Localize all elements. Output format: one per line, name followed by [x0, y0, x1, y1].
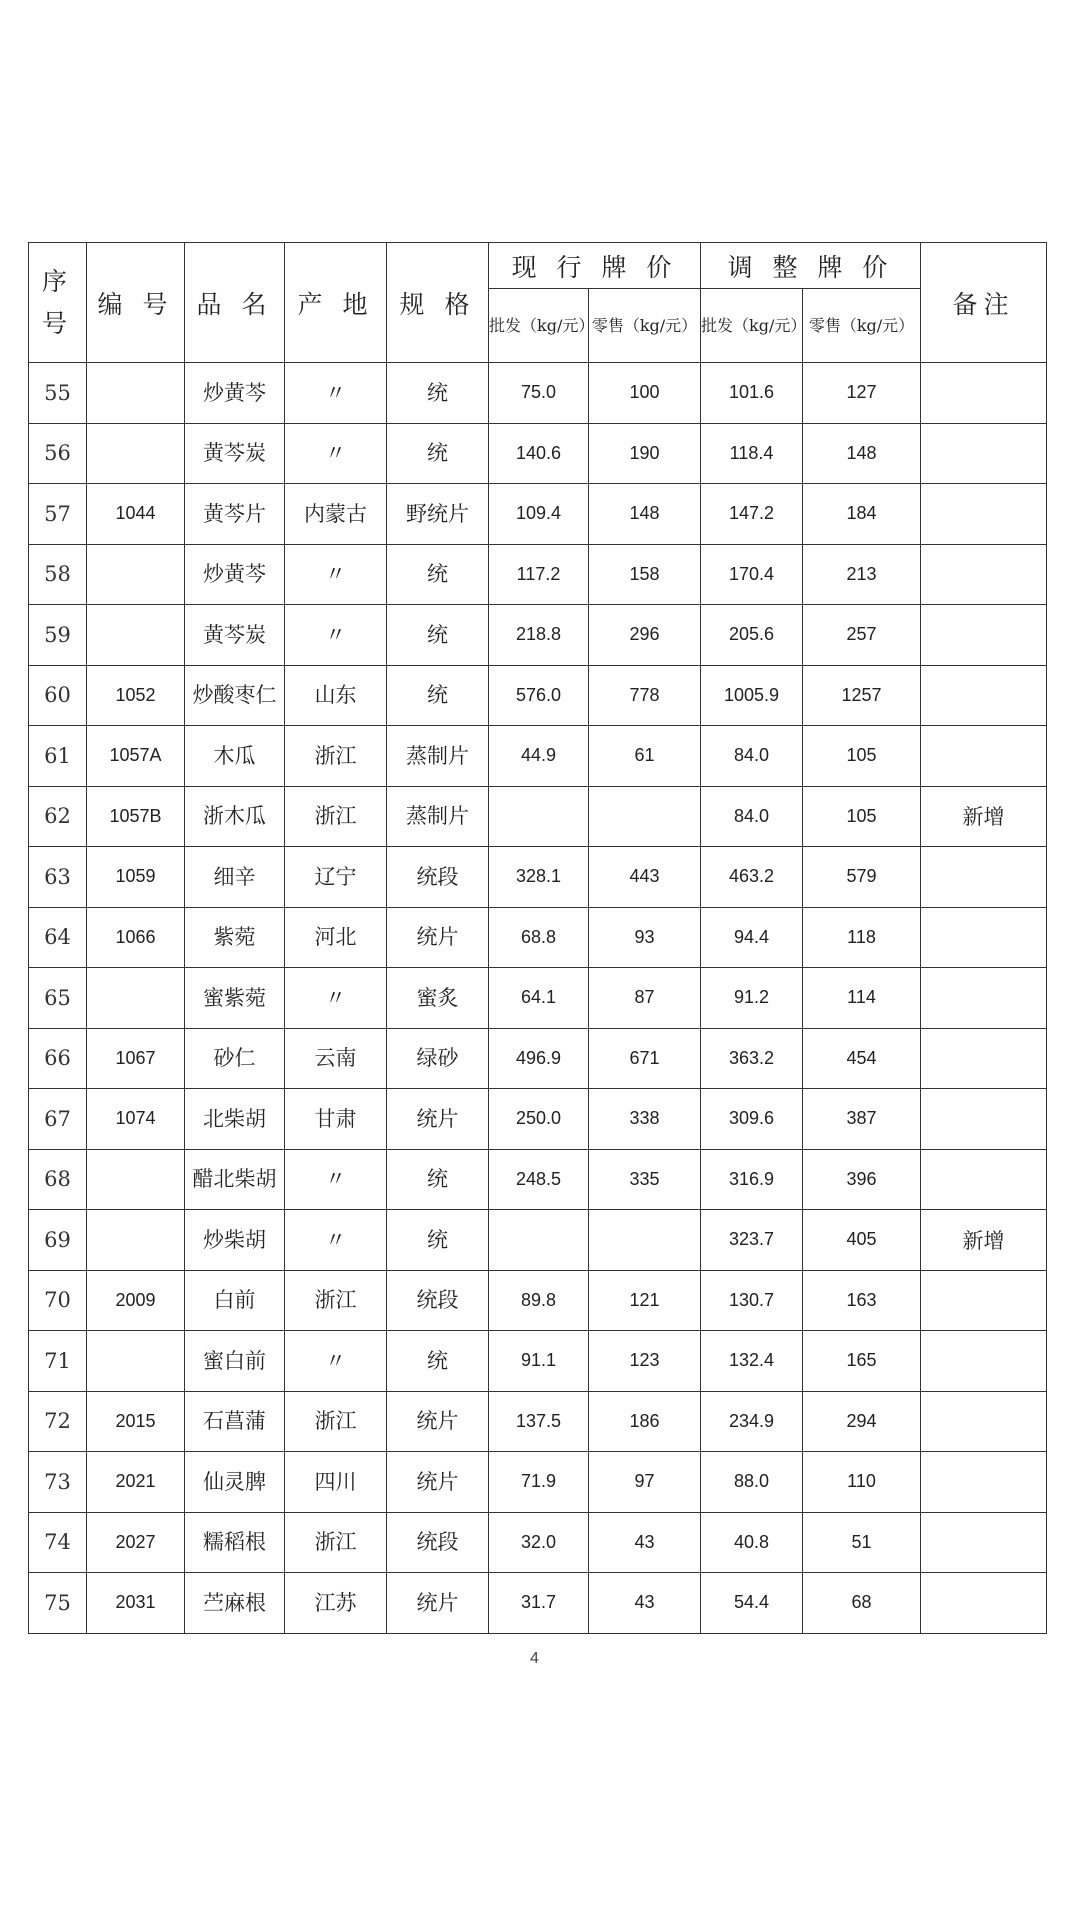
- cell-code: 1052: [87, 665, 185, 726]
- cell-note: [921, 847, 1047, 908]
- cell-origin: 〃: [285, 1149, 387, 1210]
- cell-note: [921, 1149, 1047, 1210]
- header-seq-top: 序: [41, 266, 73, 296]
- cell-current-wholesale: 75.0: [489, 363, 589, 424]
- cell-origin: 甘肃: [285, 1089, 387, 1150]
- cell-spec: 统片: [387, 1089, 489, 1150]
- cell-seq: 60: [29, 665, 87, 726]
- cell-seq: 75: [29, 1573, 87, 1634]
- cell-note: [921, 363, 1047, 424]
- cell-note: [921, 484, 1047, 545]
- cell-seq: 69: [29, 1210, 87, 1271]
- cell-origin: 云南: [285, 1028, 387, 1089]
- cell-seq: 55: [29, 363, 87, 424]
- cell-spec: 统: [387, 1210, 489, 1271]
- cell-origin: 〃: [285, 363, 387, 424]
- cell-adjusted-retail: 257: [803, 605, 921, 666]
- cell-origin: 〃: [285, 605, 387, 666]
- cell-name: 炒酸枣仁: [185, 665, 285, 726]
- cell-name: 浙木瓜: [185, 786, 285, 847]
- cell-seq: 67: [29, 1089, 87, 1150]
- cell-adjusted-wholesale: 91.2: [701, 968, 803, 1029]
- cell-name: 炒黄芩: [185, 544, 285, 605]
- cell-note: [921, 726, 1047, 787]
- cell-current-wholesale: 91.1: [489, 1331, 589, 1392]
- cell-note: [921, 907, 1047, 968]
- cell-seq: 68: [29, 1149, 87, 1210]
- cell-code: 2027: [87, 1512, 185, 1573]
- cell-note: [921, 1512, 1047, 1573]
- cell-current-wholesale: 248.5: [489, 1149, 589, 1210]
- cell-current-wholesale: 250.0: [489, 1089, 589, 1150]
- cell-current-retail: 93: [589, 907, 701, 968]
- cell-note: [921, 1573, 1047, 1634]
- cell-seq: 74: [29, 1512, 87, 1573]
- price-table: [28, 242, 1047, 1634]
- cell-adjusted-retail: 405: [803, 1210, 921, 1271]
- cell-seq: 64: [29, 907, 87, 968]
- header-origin: 产 地: [285, 243, 387, 363]
- cell-name: 仙灵脾: [185, 1452, 285, 1513]
- cell-origin: 浙江: [285, 1270, 387, 1331]
- cell-name: 北柴胡: [185, 1089, 285, 1150]
- cell-spec: 统片: [387, 1391, 489, 1452]
- cell-origin: 浙江: [285, 1512, 387, 1573]
- cell-code: 1057B: [87, 786, 185, 847]
- table-row: [29, 786, 1047, 847]
- cell-name: 蜜白前: [185, 1331, 285, 1392]
- table-row: [29, 605, 1047, 666]
- cell-name: 白前: [185, 1270, 285, 1331]
- cell-name: 紫菀: [185, 907, 285, 968]
- cell-adjusted-wholesale: 54.4: [701, 1573, 803, 1634]
- cell-origin: 浙江: [285, 1391, 387, 1452]
- cell-seq: 66: [29, 1028, 87, 1089]
- cell-name: 细辛: [185, 847, 285, 908]
- cell-note: [921, 1452, 1047, 1513]
- cell-adjusted-retail: 105: [803, 786, 921, 847]
- cell-origin: 河北: [285, 907, 387, 968]
- cell-code: [87, 544, 185, 605]
- table-row: [29, 1391, 1047, 1452]
- cell-current-retail: 778: [589, 665, 701, 726]
- cell-code: 1074: [87, 1089, 185, 1150]
- cell-current-wholesale: 496.9: [489, 1028, 589, 1089]
- cell-spec: 统片: [387, 907, 489, 968]
- cell-current-wholesale: 109.4: [489, 484, 589, 545]
- cell-name: 黄芩炭: [185, 423, 285, 484]
- cell-name: 醋北柴胡: [185, 1149, 285, 1210]
- cell-current-wholesale: 218.8: [489, 605, 589, 666]
- cell-origin: 内蒙古: [285, 484, 387, 545]
- cell-adjusted-wholesale: 94.4: [701, 907, 803, 968]
- cell-current-wholesale: [489, 1210, 589, 1271]
- table-row: [29, 1089, 1047, 1150]
- cell-name: 蜜紫菀: [185, 968, 285, 1029]
- cell-adjusted-retail: 127: [803, 363, 921, 424]
- table-row: [29, 1028, 1047, 1089]
- cell-current-retail: 338: [589, 1089, 701, 1150]
- cell-origin: 浙江: [285, 786, 387, 847]
- cell-adjusted-wholesale: 88.0: [701, 1452, 803, 1513]
- cell-origin: 〃: [285, 1331, 387, 1392]
- header-code: 编 号: [87, 243, 185, 363]
- cell-adjusted-retail: 165: [803, 1331, 921, 1392]
- cell-spec: 野统片: [387, 484, 489, 545]
- table-row: [29, 544, 1047, 605]
- header-spec: 规 格: [387, 243, 489, 363]
- cell-adjusted-wholesale: 1005.9: [701, 665, 803, 726]
- cell-spec: 统: [387, 423, 489, 484]
- cell-adjusted-wholesale: 130.7: [701, 1270, 803, 1331]
- cell-note: [921, 605, 1047, 666]
- cell-current-wholesale: 31.7: [489, 1573, 589, 1634]
- cell-current-retail: 87: [589, 968, 701, 1029]
- header-adjusted-price: 调 整 牌 价: [701, 243, 921, 289]
- cell-current-retail: 190: [589, 423, 701, 484]
- cell-note: [921, 1089, 1047, 1150]
- cell-code: 1044: [87, 484, 185, 545]
- cell-adjusted-retail: 579: [803, 847, 921, 908]
- cell-origin: 山东: [285, 665, 387, 726]
- cell-name: 砂仁: [185, 1028, 285, 1089]
- cell-current-retail: 97: [589, 1452, 701, 1513]
- cell-name: 苎麻根: [185, 1573, 285, 1634]
- table-row: [29, 484, 1047, 545]
- cell-seq: 62: [29, 786, 87, 847]
- cell-adjusted-wholesale: 323.7: [701, 1210, 803, 1271]
- table-row: [29, 1210, 1047, 1271]
- cell-name: 黄芩炭: [185, 605, 285, 666]
- table-row: [29, 968, 1047, 1029]
- cell-adjusted-wholesale: 84.0: [701, 786, 803, 847]
- cell-current-wholesale: 71.9: [489, 1452, 589, 1513]
- cell-name: 木瓜: [185, 726, 285, 787]
- cell-spec: 绿砂: [387, 1028, 489, 1089]
- cell-origin: 辽宁: [285, 847, 387, 908]
- cell-seq: 73: [29, 1452, 87, 1513]
- cell-current-retail: [589, 1210, 701, 1271]
- cell-adjusted-retail: 163: [803, 1270, 921, 1331]
- cell-seq: 57: [29, 484, 87, 545]
- cell-current-wholesale: 140.6: [489, 423, 589, 484]
- cell-current-retail: 335: [589, 1149, 701, 1210]
- cell-code: 2031: [87, 1573, 185, 1634]
- cell-adjusted-wholesale: 463.2: [701, 847, 803, 908]
- cell-note: [921, 968, 1047, 1029]
- cell-origin: 〃: [285, 968, 387, 1029]
- cell-code: [87, 1210, 185, 1271]
- table-row: [29, 1331, 1047, 1392]
- table-row: [29, 665, 1047, 726]
- cell-spec: 统段: [387, 1270, 489, 1331]
- cell-adjusted-retail: 213: [803, 544, 921, 605]
- header-name: 品 名: [185, 243, 285, 363]
- cell-adjusted-wholesale: 101.6: [701, 363, 803, 424]
- cell-adjusted-retail: 454: [803, 1028, 921, 1089]
- cell-code: [87, 605, 185, 666]
- cell-note: [921, 544, 1047, 605]
- cell-spec: 蒸制片: [387, 786, 489, 847]
- cell-current-retail: 186: [589, 1391, 701, 1452]
- table-row: [29, 726, 1047, 787]
- cell-name: 炒黄芩: [185, 363, 285, 424]
- cell-current-wholesale: 117.2: [489, 544, 589, 605]
- cell-current-retail: 443: [589, 847, 701, 908]
- cell-adjusted-retail: 396: [803, 1149, 921, 1210]
- cell-current-wholesale: 328.1: [489, 847, 589, 908]
- cell-code: [87, 1149, 185, 1210]
- table-row: [29, 363, 1047, 424]
- cell-origin: 浙江: [285, 726, 387, 787]
- cell-spec: 统片: [387, 1573, 489, 1634]
- cell-spec: 统片: [387, 1452, 489, 1513]
- cell-current-wholesale: 137.5: [489, 1391, 589, 1452]
- header-seq-bottom: 号: [41, 308, 73, 338]
- cell-adjusted-wholesale: 316.9: [701, 1149, 803, 1210]
- table-row: [29, 1452, 1047, 1513]
- cell-code: 1066: [87, 907, 185, 968]
- cell-origin: 〃: [285, 1210, 387, 1271]
- cell-code: 1059: [87, 847, 185, 908]
- cell-spec: 统: [387, 363, 489, 424]
- cell-adjusted-retail: 387: [803, 1089, 921, 1150]
- cell-name: 石菖蒲: [185, 1391, 285, 1452]
- cell-note: [921, 1391, 1047, 1452]
- cell-seq: 58: [29, 544, 87, 605]
- cell-current-wholesale: 64.1: [489, 968, 589, 1029]
- cell-note: [921, 1270, 1047, 1331]
- cell-origin: 江苏: [285, 1573, 387, 1634]
- cell-name: 糯稻根: [185, 1512, 285, 1573]
- cell-current-retail: 43: [589, 1512, 701, 1573]
- cell-adjusted-wholesale: 84.0: [701, 726, 803, 787]
- cell-spec: 统: [387, 544, 489, 605]
- table-row: [29, 907, 1047, 968]
- cell-current-retail: 123: [589, 1331, 701, 1392]
- cell-adjusted-retail: 1257: [803, 665, 921, 726]
- cell-spec: 统: [387, 605, 489, 666]
- cell-spec: 统: [387, 665, 489, 726]
- cell-note: [921, 665, 1047, 726]
- cell-current-retail: 61: [589, 726, 701, 787]
- header-note: 备注: [921, 243, 1047, 363]
- header-adjusted-wholesale: 批发（kg/元）: [701, 289, 803, 363]
- cell-adjusted-wholesale: 205.6: [701, 605, 803, 666]
- cell-seq: 71: [29, 1331, 87, 1392]
- header-seq: [29, 243, 87, 363]
- cell-spec: 统: [387, 1331, 489, 1392]
- price-adjustment-table-container: [28, 242, 1046, 1634]
- cell-seq: 56: [29, 423, 87, 484]
- cell-adjusted-retail: 184: [803, 484, 921, 545]
- cell-current-retail: 43: [589, 1573, 701, 1634]
- page-number: 4: [530, 1650, 539, 1667]
- cell-name: 黄芩片: [185, 484, 285, 545]
- cell-seq: 63: [29, 847, 87, 908]
- cell-code: [87, 363, 185, 424]
- cell-name: 炒柴胡: [185, 1210, 285, 1271]
- cell-seq: 61: [29, 726, 87, 787]
- header-current-price: 现 行 牌 价: [489, 243, 701, 289]
- cell-current-retail: 121: [589, 1270, 701, 1331]
- cell-adjusted-retail: 68: [803, 1573, 921, 1634]
- cell-spec: 蒸制片: [387, 726, 489, 787]
- cell-current-retail: 296: [589, 605, 701, 666]
- cell-current-wholesale: 44.9: [489, 726, 589, 787]
- cell-spec: 统段: [387, 847, 489, 908]
- cell-seq: 70: [29, 1270, 87, 1331]
- cell-adjusted-wholesale: 118.4: [701, 423, 803, 484]
- cell-adjusted-wholesale: 309.6: [701, 1089, 803, 1150]
- cell-origin: 四川: [285, 1452, 387, 1513]
- cell-adjusted-retail: 148: [803, 423, 921, 484]
- cell-adjusted-wholesale: 170.4: [701, 544, 803, 605]
- cell-code: [87, 423, 185, 484]
- table-row: [29, 1149, 1047, 1210]
- cell-spec: 统段: [387, 1512, 489, 1573]
- cell-current-retail: 158: [589, 544, 701, 605]
- table-row: [29, 847, 1047, 908]
- cell-origin: 〃: [285, 423, 387, 484]
- cell-code: 1057A: [87, 726, 185, 787]
- cell-current-wholesale: 32.0: [489, 1512, 589, 1573]
- cell-code: [87, 1331, 185, 1392]
- cell-current-retail: 671: [589, 1028, 701, 1089]
- cell-seq: 59: [29, 605, 87, 666]
- cell-adjusted-retail: 110: [803, 1452, 921, 1513]
- cell-current-wholesale: [489, 786, 589, 847]
- cell-current-retail: 148: [589, 484, 701, 545]
- table-row: [29, 1573, 1047, 1634]
- cell-spec: 蜜炙: [387, 968, 489, 1029]
- cell-adjusted-retail: 118: [803, 907, 921, 968]
- cell-origin: 〃: [285, 544, 387, 605]
- cell-adjusted-retail: 114: [803, 968, 921, 1029]
- table-row: [29, 1270, 1047, 1331]
- cell-adjusted-retail: 105: [803, 726, 921, 787]
- cell-code: [87, 968, 185, 1029]
- cell-adjusted-retail: 51: [803, 1512, 921, 1573]
- cell-current-wholesale: 68.8: [489, 907, 589, 968]
- cell-note: [921, 1331, 1047, 1392]
- cell-adjusted-wholesale: 363.2: [701, 1028, 803, 1089]
- header-current-wholesale: 批发（kg/元）: [489, 289, 589, 363]
- cell-code: 2021: [87, 1452, 185, 1513]
- cell-adjusted-wholesale: 234.9: [701, 1391, 803, 1452]
- cell-note: [921, 1028, 1047, 1089]
- cell-current-wholesale: 576.0: [489, 665, 589, 726]
- header-adjusted-retail: 零售（kg/元）: [803, 289, 921, 363]
- cell-adjusted-retail: 294: [803, 1391, 921, 1452]
- cell-note: [921, 423, 1047, 484]
- table-row: [29, 1512, 1047, 1573]
- cell-code: 2015: [87, 1391, 185, 1452]
- cell-adjusted-wholesale: 132.4: [701, 1331, 803, 1392]
- cell-code: 2009: [87, 1270, 185, 1331]
- cell-adjusted-wholesale: 147.2: [701, 484, 803, 545]
- cell-current-wholesale: 89.8: [489, 1270, 589, 1331]
- cell-code: 1067: [87, 1028, 185, 1089]
- table-row: [29, 423, 1047, 484]
- cell-note: 新增: [921, 1210, 1047, 1271]
- header-current-retail: 零售（kg/元）: [589, 289, 701, 363]
- cell-seq: 65: [29, 968, 87, 1029]
- cell-spec: 统: [387, 1149, 489, 1210]
- cell-adjusted-wholesale: 40.8: [701, 1512, 803, 1573]
- cell-seq: 72: [29, 1391, 87, 1452]
- cell-current-retail: [589, 786, 701, 847]
- table-body: [29, 363, 1047, 1634]
- cell-note: 新增: [921, 786, 1047, 847]
- cell-current-retail: 100: [589, 363, 701, 424]
